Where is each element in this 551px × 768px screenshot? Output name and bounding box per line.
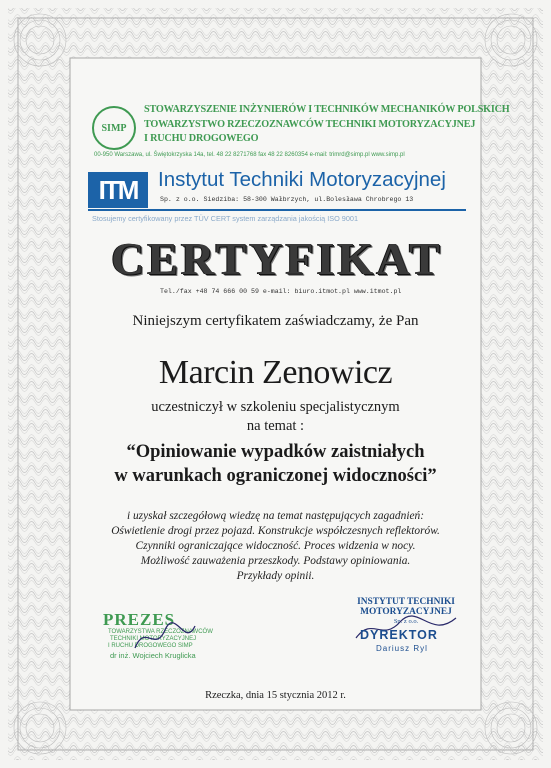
- itm-divider: [88, 209, 466, 211]
- topic-line-2: w warunkach ograniczonej widoczności”: [114, 466, 437, 486]
- certificate-title: CERTYFIKAT: [111, 233, 443, 284]
- dyrektor-company: Sp. z o.o.: [393, 618, 419, 625]
- itm-name: Instytut Techniki Motoryzacyjnej: [158, 168, 446, 191]
- prezes-org-2: TECHNIKI MOTORYZACYJNEJ: [110, 636, 197, 642]
- prezes-org-1: TOWARZYSTWA RZECZOZNAWCÓW: [108, 629, 213, 635]
- knowledge-line: i uzyskał szczegółową wiedzę na temat następujących zagadnień:: [126, 510, 425, 522]
- simp-logo: SIMP: [92, 106, 136, 150]
- itm-logo: ITM: [88, 172, 148, 208]
- prezes-org-3: I RUCHU DROGOWEGO SIMP: [108, 643, 193, 649]
- knowledge-line: Czynniki ograniczające widoczność. Proces widzenia w nocy.: [135, 540, 416, 552]
- knowledge-line: Przykłady opinii.: [236, 570, 315, 582]
- simp-society: TOWARZYSTWO RZECZOZNAWCÓW TECHNIKI MOTORYZACYJNEJ: [144, 119, 476, 130]
- recipient-name: Marcin Zenowicz: [158, 354, 393, 391]
- knowledge-line: Oświetlenie drogi przez pojazd. Konstrukcje współczesnych reflektorów.: [111, 525, 440, 537]
- itm-contact: Tel./fax +48 74 666 00 59 e-mail: biuro.itmot.pl www.itmot.pl: [160, 288, 402, 295]
- prezes-signatory: dr inż. Wojciech Kruglicka: [110, 651, 196, 660]
- on-topic-text: na temat :: [246, 418, 305, 434]
- dyrektor-title: DYREKTOR: [360, 628, 438, 642]
- knowledge-line: Możliwość zauważenia przeszkody. Podstawy opiniowania.: [140, 555, 411, 567]
- intro-text: Niniejszym certyfikatem zaświadczamy, że Pan: [132, 313, 419, 329]
- participation-text: uczestniczył w szkoleniu specjalistycznym: [151, 399, 400, 415]
- dyrektor-name: Dariusz Ryl: [376, 644, 428, 653]
- simp-address: 00-950 Warszawa, ul. Świętokrzyska 14a, tel. 48 22 8271768 fax 48 22 8260354 e-mail: trimrd@simp.pl www.simp.pl: [94, 152, 405, 158]
- itm-address: Sp. z o.o. Siedziba: 58-300 Wałbrzych, ul.Bolesława Chrobrego 13: [160, 196, 414, 203]
- topic-line-1: “Opiniowanie wypadków zaistniałych: [126, 442, 425, 462]
- prezes-title: PREZES: [103, 610, 176, 629]
- dyrektor-institute: INSTYTUT TECHNIKI: [357, 597, 455, 607]
- simp-society-2: I RUCHU DROGOWEGO: [144, 133, 259, 144]
- dyrektor-institute-2: MOTORYZACYJNEJ: [360, 607, 452, 617]
- simp-name: STOWARZYSZENIE INŻYNIERÓW I TECHNIKÓW MECHANIKÓW POLSKICH: [144, 104, 510, 115]
- iso-note: Stosujemy certyfikowany przez TÜV CERT system zarządzania jakością ISO 9001: [92, 214, 359, 223]
- issue-date: Rzeczka, dnia 15 stycznia 2012 r.: [205, 690, 346, 701]
